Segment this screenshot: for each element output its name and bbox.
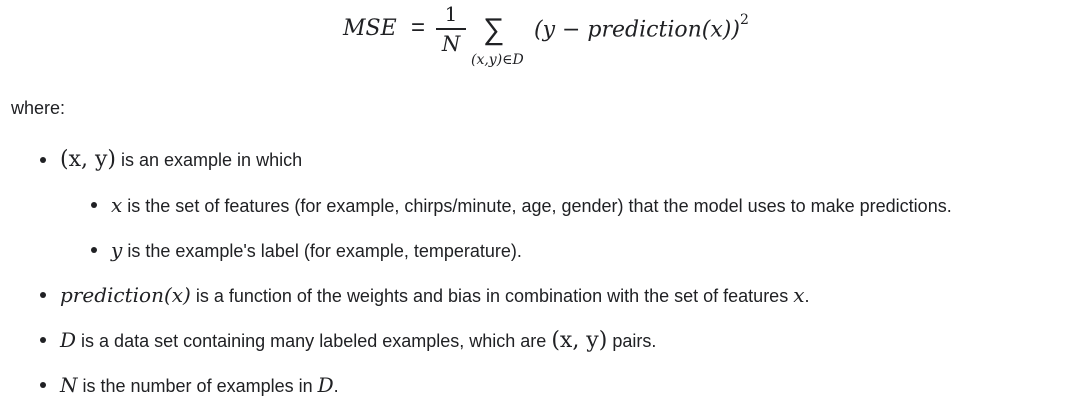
bullet-dot: [40, 337, 46, 343]
fraction-numerator: 1: [444, 2, 458, 26]
fraction-denominator: N: [441, 31, 461, 56]
bullet-text-end: .: [804, 286, 810, 306]
bullet-dot: [40, 292, 46, 298]
bullet-dot: [91, 247, 97, 253]
bullet-text: is a data set containing many labeled examples, which are: [76, 331, 552, 351]
bullet-text-end: .: [333, 376, 339, 396]
math-y: y: [111, 238, 123, 262]
bullet-text-end: pairs.: [607, 331, 657, 351]
formula-fraction: [436, 3, 466, 55]
math-x: x: [111, 193, 123, 217]
math-xy: (x, y): [551, 328, 608, 353]
where-label: where:: [11, 98, 66, 118]
math-d: D: [317, 373, 334, 397]
bullet-dot: [40, 382, 46, 388]
math-xy: (x, y): [60, 147, 116, 172]
bullet-text: is the number of examples in: [77, 376, 318, 396]
summation-subscript: (x,y)∈D: [471, 52, 524, 68]
math-d: D: [60, 328, 77, 352]
bullet-text: is a function of the weights and bias in combination with the set of features: [190, 286, 794, 306]
math-x: x: [793, 283, 805, 307]
bullet-text: is the set of features (for example, chirps/minute, age, gender) that the model uses to make predictions.: [122, 196, 952, 216]
formula-lhs: MSE: [343, 16, 397, 41]
math-prediction: prediction(x): [60, 283, 191, 307]
fraction-bar: [436, 28, 466, 30]
formula-rhs: [534, 12, 749, 43]
bullet-text: is the example's label (for example, temperature).: [122, 241, 522, 261]
bullet-dot: [40, 157, 46, 163]
formula-equals: =: [411, 14, 426, 41]
bullet-dot: [91, 202, 97, 208]
formula-exponent: 2: [739, 12, 749, 28]
summation-symbol: ∑: [483, 13, 505, 46]
formula-rhs-body: (y − prediction(x)): [534, 17, 740, 43]
bullet-text: is an example in which: [116, 150, 303, 170]
math-n: N: [60, 373, 78, 397]
mse-formula: [0, 0, 1070, 80]
